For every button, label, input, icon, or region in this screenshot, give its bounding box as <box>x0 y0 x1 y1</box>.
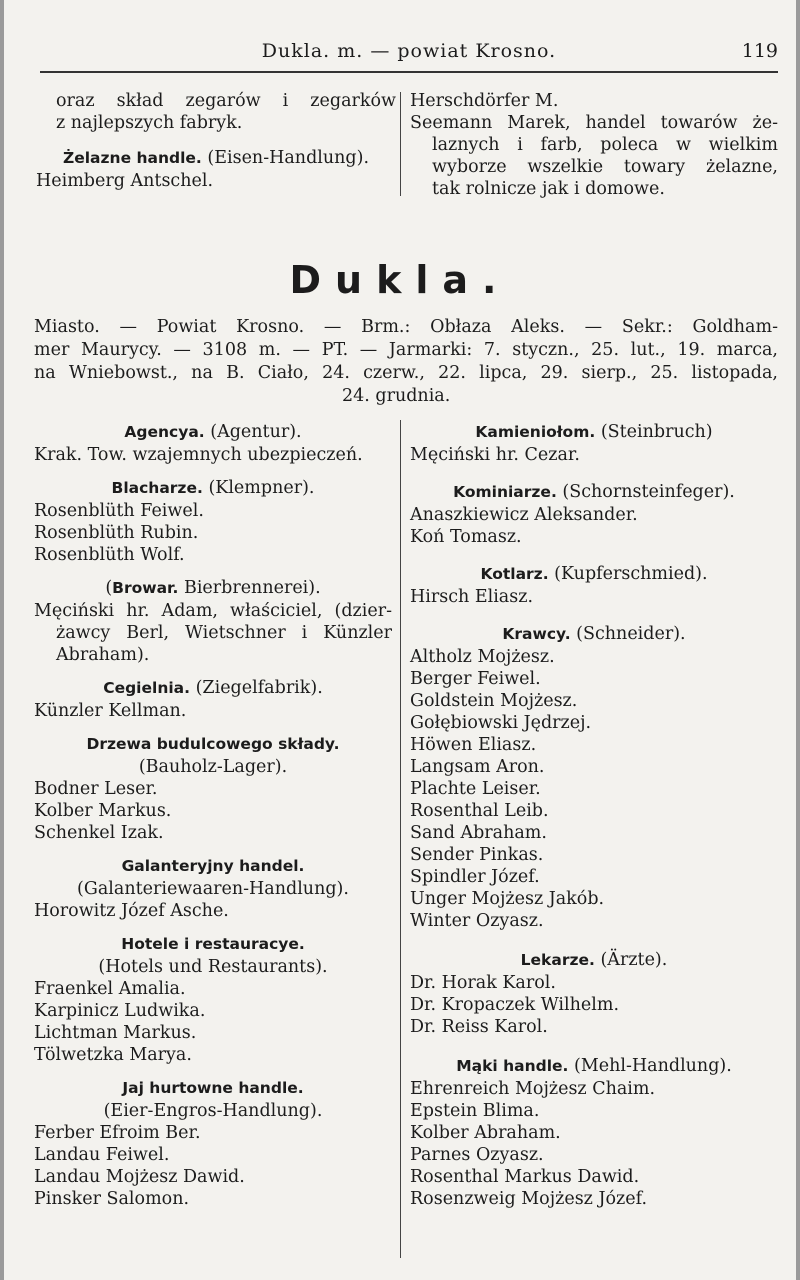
header-rule <box>40 71 778 73</box>
entry: Rosenblüth Feiwel. <box>34 501 204 521</box>
section-title: Mąki handle. <box>456 1057 569 1075</box>
running-head-title: Dukla. m. — powiat Krosno. <box>261 40 557 62</box>
entry: Ferber Efroim Ber. <box>34 1123 201 1143</box>
section-title: Kominiarze. <box>453 483 557 501</box>
town-title: Dukla. <box>289 258 511 302</box>
entry: Herschdörfer M. <box>410 91 559 111</box>
entry: Abraham). <box>56 645 150 665</box>
section-heading-jaj <box>34 1076 392 1100</box>
section-heading-browar <box>34 576 392 600</box>
section-heading-drzewa <box>34 732 392 756</box>
page-number: 119 <box>741 40 778 62</box>
running-head <box>40 40 778 70</box>
entry: Kolber Abraham. <box>410 1123 561 1143</box>
section-title: Blacharze. <box>111 479 203 497</box>
left-column <box>34 420 392 1210</box>
entry: Dr. Horak Karol. <box>410 973 556 993</box>
section-heading-cegielnia <box>34 676 392 700</box>
intro-line: na Wniebowst., na B. Ciało, 24. czerw., 22. lipca, 29. sierp., 25. listopada, <box>34 363 778 383</box>
entry: Tölwetzka Marya. <box>34 1045 192 1065</box>
intro-line: 24. grudnia. <box>342 386 451 406</box>
scan-left-edge <box>0 0 4 1280</box>
entry: Krak. Tow. wzajemnych ubezpieczeń. <box>34 445 363 465</box>
section-subtitle: (Agentur). <box>210 422 302 442</box>
entry: Gołębiowski Jędrzej. <box>410 713 592 733</box>
section-subtitle: (Hotels und Restaurants). <box>98 957 328 977</box>
entry: Męciński hr. Adam, właściciel, (dzier- <box>34 601 392 621</box>
entry: Dr. Reiss Karol. <box>410 1017 548 1037</box>
section-subtitle: (Eier-Engros-Handlung). <box>103 1101 323 1121</box>
section-heading-krawcy <box>410 622 778 646</box>
entry: Rosenthal Markus Dawid. <box>410 1167 640 1187</box>
entry: Kolber Markus. <box>34 801 172 821</box>
text-line: z najlepszych fabryk. <box>56 113 243 133</box>
section-subtitle: (Steinbruch) <box>600 422 713 442</box>
section-title: Hotele i restauracye. <box>121 935 305 953</box>
entry: Lichtman Markus. <box>34 1023 197 1043</box>
entry: Heimberg Antschel. <box>36 171 214 191</box>
top-right-block <box>410 90 778 200</box>
entry: Karpinicz Ludwika. <box>34 1001 206 1021</box>
entry: Ehrenreich Mojżesz Chaim. <box>410 1079 656 1099</box>
section-heading-galanteryjny <box>34 854 392 878</box>
section-paren: ( <box>105 578 113 598</box>
entry: Fraenkel Amalia. <box>34 979 186 999</box>
section-subtitle: (Bauholz-Lager). <box>138 757 288 777</box>
entry: Altholz Mojżesz. <box>410 647 555 667</box>
section-title: Galanteryjny handel. <box>121 857 305 875</box>
section-heading-kamieniolom <box>410 420 778 444</box>
entry: Landau Feiwel. <box>34 1145 170 1165</box>
section-subtitle: (Mehl-Handlung). <box>574 1056 732 1076</box>
entry: Spindler Józef. <box>410 867 540 887</box>
text-line: oraz skład zegarów i zegarków <box>56 91 396 111</box>
section-subtitle: (Galanteriewaaren-Handlung). <box>77 879 349 899</box>
section-heading-zelazne <box>36 146 396 170</box>
town-intro <box>34 316 778 408</box>
column-divider-top <box>400 92 401 196</box>
entry: Hirsch Eliasz. <box>410 587 534 607</box>
column-divider-main <box>400 420 401 1258</box>
entry: żawcy Berl, Wietschner i Künzler <box>56 623 392 643</box>
section-heading-agencya <box>34 420 392 444</box>
section-subtitle: (Schneider). <box>576 624 686 644</box>
entry: Plachte Leiser. <box>410 779 541 799</box>
section-title: Agencya. <box>124 423 205 441</box>
section-title: Jaj hurtowne handle. <box>122 1079 304 1097</box>
entry: tak rolnicze jak i domowe. <box>432 179 665 199</box>
section-title: Krawcy. <box>502 625 571 643</box>
entry: Epstein Blima. <box>410 1101 540 1121</box>
section-heading-blacharze <box>34 476 392 500</box>
section-subtitle: (Ärzte). <box>600 950 668 970</box>
intro-line: Miasto. — Powiat Krosno. — Brm.: Obłaza Aleks. — Sekr.: Goldham- <box>34 317 778 337</box>
section-subtitle: (Schornsteinfeger). <box>562 482 735 502</box>
section-title: Browar. <box>112 579 179 597</box>
entry: Pinsker Salomon. <box>34 1189 190 1209</box>
entry: Męciński hr. Cezar. <box>410 445 580 465</box>
entry: Parnes Ozyasz. <box>410 1145 544 1165</box>
top-left-block <box>36 90 396 192</box>
entry: Koń Tomasz. <box>410 527 522 547</box>
section-title: Cegielnia. <box>103 679 191 697</box>
section-heading-kotlarz <box>410 562 778 586</box>
entry: Dr. Kropaczek Wilhelm. <box>410 995 620 1015</box>
entry: Seemann Marek, handel towarów że- <box>410 113 778 133</box>
entry: Winter Ozyasz. <box>410 911 544 931</box>
entry: Berger Feiwel. <box>410 669 541 689</box>
entry: Rosenthal Leib. <box>410 801 549 821</box>
entry: Unger Mojżesz Jakób. <box>410 889 605 909</box>
section-subtitle: Bierbrennerei). <box>183 578 321 598</box>
section-subtitle: (Eisen-Handlung). <box>207 148 370 168</box>
section-title: Kamieniołom. <box>475 423 596 441</box>
entry: Landau Mojżesz Dawid. <box>34 1167 245 1187</box>
entry: laznych i farb, poleca w wielkim <box>432 135 778 155</box>
section-subtitle: (Ziegelfabrik). <box>195 678 323 698</box>
section-title: Kotlarz. <box>480 565 549 583</box>
entry: Horowitz Józef Asche. <box>34 901 229 921</box>
section-title: Lekarze. <box>520 951 595 969</box>
section-heading-kominiarze <box>410 480 778 504</box>
intro-line: mer Maurycy. — 3108 m. — PT. — Jarmarki: 7. styczn., 25. lut., 19. marca, <box>34 340 778 360</box>
entry: Sender Pinkas. <box>410 845 544 865</box>
section-heading-maki <box>410 1054 778 1078</box>
entry: Schenkel Izak. <box>34 823 164 843</box>
entry: Höwen Eliasz. <box>410 735 537 755</box>
entry: Sand Abraham. <box>410 823 547 843</box>
entry: Anaszkiewicz Aleksander. <box>410 505 638 525</box>
entry: Rosenblüth Rubin. <box>34 523 199 543</box>
entry: Rosenzweig Mojżesz Józef. <box>410 1189 648 1209</box>
section-subtitle: (Kupferschmied). <box>554 564 708 584</box>
section-title: Żelazne handle. <box>62 149 202 167</box>
entry: Langsam Aron. <box>410 757 545 777</box>
entry: wyborze wszelkie towary żelazne, <box>432 157 778 177</box>
section-heading-hotele <box>34 932 392 956</box>
right-column <box>410 420 778 1210</box>
entry: Rosenblüth Wolf. <box>34 545 185 565</box>
scan-right-edge <box>796 0 800 1280</box>
section-heading-lekarze <box>410 948 778 972</box>
entry: Goldstein Mojżesz. <box>410 691 578 711</box>
section-subtitle: (Klempner). <box>208 478 315 498</box>
entry: Künzler Kellman. <box>34 701 187 721</box>
section-title: Drzewa budulcowego składy. <box>86 735 340 753</box>
entry: Bodner Leser. <box>34 779 158 799</box>
